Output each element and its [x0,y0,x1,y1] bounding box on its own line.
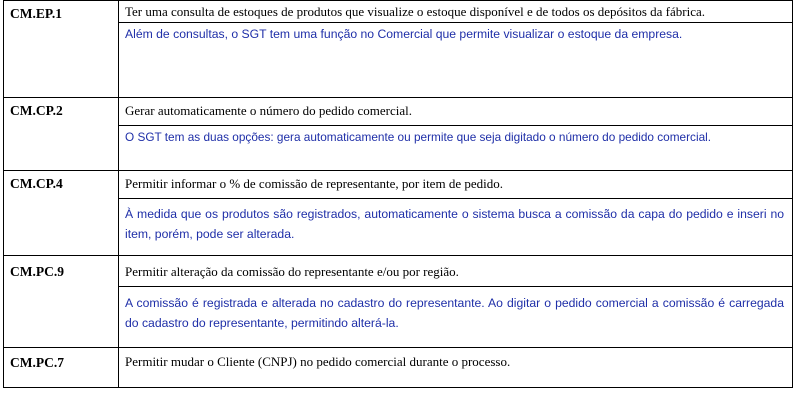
table-row [4,98,793,171]
table-row [4,256,793,348]
requirement-content [119,348,793,388]
requirements-table [3,0,793,388]
response-text: À medida que os produtos são registrados, automaticamente o sistema busca a comissão da capa do pedido e inseri no item, porém, pode ser alterada. [119,198,792,246]
table-row [4,348,793,388]
requirement-id: CM.PC.7 [4,348,119,388]
requirement-content [119,256,793,348]
requirement-text: Permitir mudar o Cliente (CNPJ) no pedido comercial durante o processo. [125,354,511,369]
response-text: A comissão é registrada e alterada no cadastro do representante. Ao digitar o pedido comercial a comissão é carregada do cadastro do representante, permitindo alterá-la. [119,286,792,335]
table-row [4,171,793,256]
response-text: O SGT tem as duas opções: gera automaticamente ou permite que seja digitado o número do pedido comercial. [119,125,792,148]
requirement-content [119,98,793,171]
requirement-text: Permitir alteração da comissão do representante e/ou por região. [125,264,459,279]
requirement-text: Permitir informar o % de comissão de representante, por item de pedido. [125,176,503,191]
response-text: Além de consultas, o SGT tem uma função no Comercial que permite visualizar o estoque da empresa. [119,22,792,45]
requirement-text: Gerar automaticamente o número do pedido comercial. [125,103,412,118]
requirement-text: Ter uma consulta de estoques de produtos que visualize o estoque disponível e de todos os depósitos da fábrica. [125,4,705,19]
requirement-content [119,171,793,256]
requirement-id: CM.CP.2 [4,98,119,171]
table-row [4,1,793,98]
requirement-id: CM.CP.4 [4,171,119,256]
requirement-id: CM.EP.1 [4,1,119,98]
requirement-id: CM.PC.9 [4,256,119,348]
requirement-content [119,1,793,98]
